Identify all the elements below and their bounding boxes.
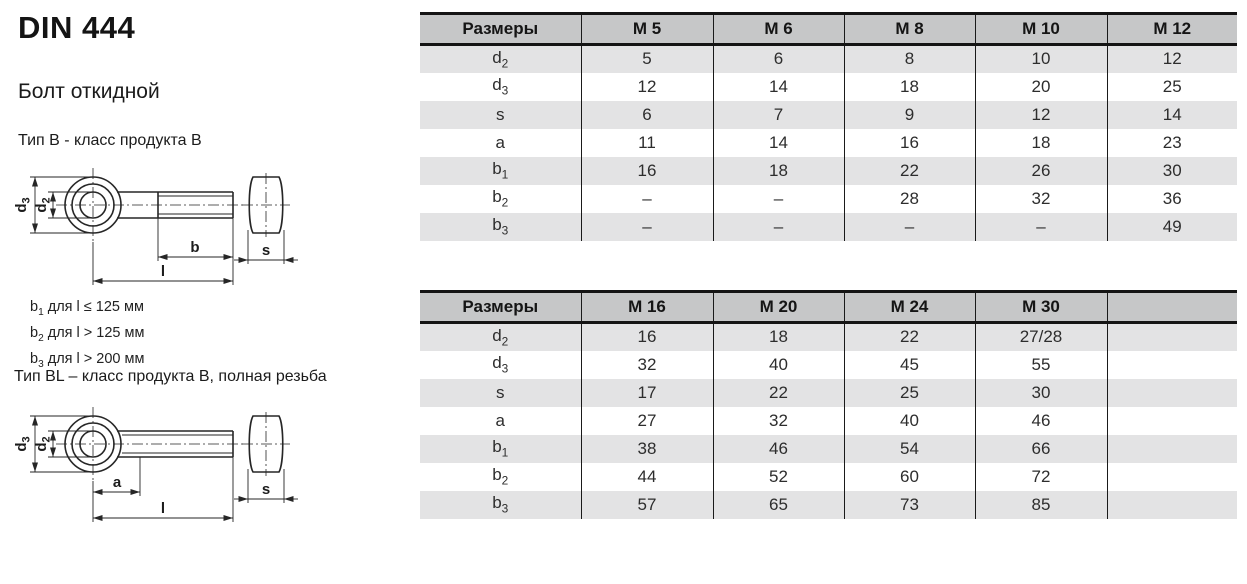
table-row-a	[420, 129, 1237, 157]
bolt-side-view	[234, 412, 298, 503]
row-label: $b_1$	[420, 157, 581, 185]
row-label: $b_2$	[492, 465, 509, 488]
value-cell: –	[975, 213, 1107, 241]
value-cell: 52	[713, 463, 844, 491]
col-header-m20: M 20	[713, 292, 844, 323]
value-cell: 22	[713, 379, 844, 407]
row-label: a	[495, 410, 505, 430]
value-cell: 14	[713, 129, 844, 157]
dim-label-l: l	[160, 500, 166, 517]
note-line-b3: $b_3$ для l > 200 мм	[30, 350, 145, 370]
value-cell: 30	[1107, 157, 1237, 185]
row-label: $d_2$	[420, 323, 581, 351]
value-cell	[1107, 491, 1237, 519]
value-cell: 14	[1107, 101, 1237, 129]
table-row-b1	[420, 435, 1237, 463]
table-row-b2	[420, 463, 1237, 491]
row-label: $d_3$	[492, 353, 509, 376]
drawing-type-bl	[8, 396, 308, 538]
value-cell: 17	[581, 379, 713, 407]
dimensions-table-m5-m12	[420, 12, 1237, 241]
value-cell: 23	[1107, 129, 1237, 157]
col-header-m12: M 12	[1107, 14, 1237, 45]
value-cell: 26	[975, 157, 1107, 185]
value-cell: 16	[581, 323, 713, 351]
value-cell	[1107, 407, 1237, 435]
value-cell: 25	[1107, 73, 1237, 101]
dimension-lines	[13, 416, 233, 522]
thread-length-notes	[30, 297, 144, 375]
value-cell: 28	[844, 185, 975, 213]
table-row-s	[420, 101, 1237, 129]
dim-label-d2: $d_2$	[33, 436, 53, 452]
dim-label-s: s	[261, 481, 271, 498]
value-cell: 18	[975, 129, 1107, 157]
row-label: $b_3$	[420, 213, 581, 241]
value-cell: 11	[581, 129, 713, 157]
col-header-m16: M 16	[581, 292, 713, 323]
value-cell: 6	[713, 45, 844, 73]
value-cell: 18	[713, 323, 844, 351]
value-cell: 30	[975, 379, 1107, 407]
value-cell: 65	[713, 491, 844, 519]
bolt-front-view	[56, 168, 245, 242]
value-cell: 14	[713, 73, 844, 101]
value-cell	[1107, 379, 1237, 407]
value-cell: 55	[975, 351, 1107, 379]
col-header-sizes: Размеры	[420, 292, 581, 323]
value-cell: 57	[581, 491, 713, 519]
table-row-b2	[420, 185, 1237, 213]
value-cell	[1107, 435, 1237, 463]
row-label: $b_2$	[492, 187, 509, 210]
col-header-m10: M 10	[975, 14, 1107, 45]
value-cell: 32	[975, 185, 1107, 213]
value-cell: 45	[844, 351, 975, 379]
note-line-b1: $b_1$ для l ≤ 125 мм	[30, 299, 144, 318]
col-header-empty	[1107, 292, 1237, 323]
value-cell: 27	[581, 407, 713, 435]
table-row-d3	[420, 73, 1237, 101]
table-row-b3	[420, 491, 1237, 519]
table-row-d3	[420, 351, 1237, 379]
col-header-m5: M 5	[581, 14, 713, 45]
table-row-s	[420, 379, 1237, 407]
value-cell: 18	[844, 73, 975, 101]
row-label: $b_3$	[420, 491, 581, 519]
value-cell: 9	[844, 101, 975, 129]
page-title: DIN 444	[18, 10, 136, 45]
value-cell: 38	[581, 435, 713, 463]
value-cell: 40	[713, 351, 844, 379]
value-cell: 72	[975, 463, 1107, 491]
dim-label-s: s	[261, 242, 271, 259]
page-subtitle: Болт откидной	[18, 80, 160, 103]
value-cell: 18	[713, 157, 844, 185]
value-cell: 12	[1107, 45, 1237, 73]
dim-label-d3: $d_3$	[13, 197, 33, 213]
value-cell: 5	[581, 45, 713, 73]
table-header-row	[420, 292, 1237, 323]
table-row-b1	[420, 157, 1237, 185]
value-cell: 85	[975, 491, 1107, 519]
row-label: s	[420, 379, 581, 407]
value-cell: 46	[975, 407, 1107, 435]
col-header-m30: M 30	[975, 292, 1107, 323]
value-cell	[1107, 463, 1237, 491]
value-cell: 12	[581, 73, 713, 101]
value-cell: 27/28	[975, 323, 1107, 351]
col-header-m8: M 8	[844, 14, 975, 45]
value-cell: 16	[844, 129, 975, 157]
value-cell: 66	[975, 435, 1107, 463]
value-cell	[1107, 351, 1237, 379]
value-cell: 16	[581, 157, 713, 185]
dim-label-a: a	[112, 474, 122, 491]
dim-label-d2: $d_2$	[33, 197, 53, 213]
value-cell: 22	[844, 157, 975, 185]
value-cell: 73	[844, 491, 975, 519]
value-cell: 54	[844, 435, 975, 463]
dim-label-l: l	[160, 263, 166, 280]
value-cell: 32	[713, 407, 844, 435]
bolt-front-view	[56, 407, 245, 481]
value-cell: –	[581, 213, 713, 241]
row-label: a	[495, 132, 505, 152]
value-cell: 8	[844, 45, 975, 73]
value-cell: –	[844, 213, 975, 241]
value-cell: 6	[581, 101, 713, 129]
value-cell: 7	[713, 101, 844, 129]
col-header-sizes: Размеры	[420, 14, 581, 45]
row-label: $d_3$	[492, 75, 509, 98]
type-b-label: Тип B - класс продукта B	[18, 132, 202, 149]
value-cell: 32	[581, 351, 713, 379]
col-header-m24: M 24	[844, 292, 975, 323]
value-cell: 60	[844, 463, 975, 491]
row-label: $d_2$	[420, 45, 581, 73]
value-cell: 49	[1107, 213, 1237, 241]
dim-label-d3: $d_3$	[13, 436, 33, 452]
value-cell	[1107, 323, 1237, 351]
value-cell: 12	[975, 101, 1107, 129]
drawing-type-b	[8, 160, 308, 296]
value-cell: 25	[844, 379, 975, 407]
value-cell: 36	[1107, 185, 1237, 213]
bolt-side-view	[234, 173, 298, 264]
dim-label-b: b	[190, 239, 200, 256]
value-cell: 40	[844, 407, 975, 435]
value-cell: 46	[713, 435, 844, 463]
value-cell: –	[581, 185, 713, 213]
value-cell: –	[713, 185, 844, 213]
value-cell: 20	[975, 73, 1107, 101]
value-cell: –	[713, 213, 844, 241]
value-cell: 22	[844, 323, 975, 351]
table-row-d2	[420, 45, 1237, 73]
dimensions-table-m16-m30	[420, 290, 1237, 519]
table-row-d2	[420, 323, 1237, 351]
value-cell: 10	[975, 45, 1107, 73]
table-row-a	[420, 407, 1237, 435]
dimension-lines	[13, 177, 233, 285]
col-header-m6: M 6	[713, 14, 844, 45]
table-header-row	[420, 14, 1237, 45]
row-label: s	[420, 101, 581, 129]
value-cell: 44	[581, 463, 713, 491]
table-row-b3	[420, 213, 1237, 241]
row-label: $b_1$	[420, 435, 581, 463]
type-bl-label: Тип BL – класс продукта B, полная резьба	[14, 368, 327, 385]
note-line-b2: $b_2$ для l > 125 мм	[30, 324, 145, 344]
